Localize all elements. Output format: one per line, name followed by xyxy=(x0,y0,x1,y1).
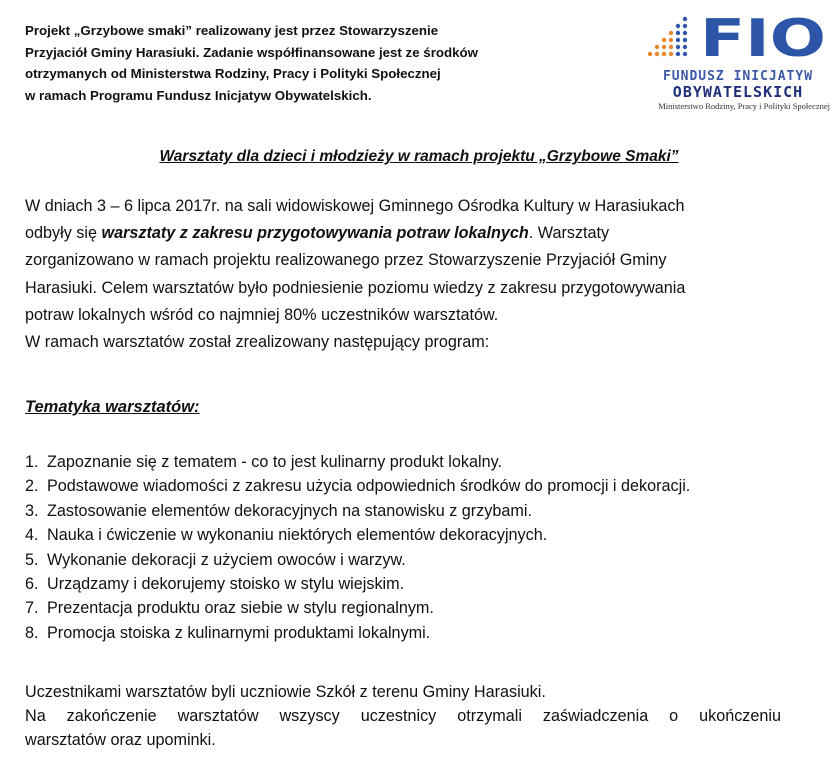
logo-fund-line1: FUNDUSZ INICJATYW xyxy=(662,69,814,84)
header-line: Projekt „Grzybowe smaki” realizowany jest przez Stowarzyszenie xyxy=(25,23,439,38)
header-line: otrzymanych od Ministerstwa Rodziny, Pracy i Polityki Społecznej xyxy=(25,66,441,81)
list-item: 6. Urządzamy i dekorujemy stoisko w stylu wiejskim. xyxy=(25,574,405,593)
logo-fund-line2: OBYWATELSKICH xyxy=(672,83,804,101)
header-line: w ramach Programu Fundusz Inicjatyw Obywatelskich. xyxy=(25,87,372,103)
header-line: Przyjaciół Gminy Harasiuki. Zadanie współfinansowane jest ze środków xyxy=(25,44,478,60)
intro-line: W ramach warsztatów został zrealizowany następujący program: xyxy=(25,333,490,352)
intro-line: potraw lokalnych wśród co najmniej 80% uczestników warsztatów. xyxy=(25,305,499,324)
intro-paragraph xyxy=(25,193,781,356)
intro-text: odbyły się xyxy=(25,224,102,243)
intro-text: . Warsztaty xyxy=(528,224,610,243)
list-item: 7. Prezentacja produktu oraz siebie w stylu regionalnym. xyxy=(25,599,434,618)
logo-fund-name xyxy=(646,70,830,100)
page-title: Warsztaty dla dzieci i młodzieży w ramach projektu „Grzybowe Smaki” xyxy=(159,148,679,165)
closing-line: Uczestnikami warsztatów byli uczniowie Szkół z terenu Gminy Harasiuki. xyxy=(25,683,546,701)
list-item: 3. Zastosowanie elementów dekoracyjnych na stanowisku z grzybami. xyxy=(25,501,532,520)
section-title: Tematyka warsztatów: xyxy=(25,398,200,416)
intro-emphasis: warsztaty z zakresu przygotowywania potraw lokalnych xyxy=(101,224,529,243)
list-item: 2. Podstawowe wiadomości z zakresu użycia odpowiednich środków do promocji i dekoracji. xyxy=(25,477,691,496)
list-item: 4. Nauka i ćwiczenie w wykonaniu niektórych elementów dekoracyjnych. xyxy=(25,526,548,545)
closing-paragraph xyxy=(25,680,781,752)
closing-line: warsztatów oraz upominki. xyxy=(25,731,216,749)
intro-line: W dniach 3 – 6 lipca 2017r. na sali widowiskowej Gminnego Ośrodka Kultury w Harasiukach xyxy=(25,197,685,215)
intro-line: Harasiuki. Celem warsztatów było podniesienie poziomu wiedzy z zakresu przygotowywania xyxy=(25,278,686,297)
topics-list xyxy=(25,450,690,645)
fio-logo-mark xyxy=(646,10,830,68)
list-item: 8. Promocja stoiska z kulinarnymi produktami lokalnymi. xyxy=(25,623,431,642)
list-item: 5. Wykonanie dekoracji z użyciem owoców i warzyw. xyxy=(25,550,406,569)
list-item: 1. Zapoznanie się z tematem - co to jest kulinarny produkt lokalny. xyxy=(25,453,502,471)
intro-line xyxy=(25,220,781,247)
closing-line: Na zakończenie warsztatów wszyscy uczestnicy otrzymali zaświadczenia o ukończeniu xyxy=(25,707,781,725)
intro-line: zorganizowano w ramach projektu realizowanego przez Stowarzyszenie Przyjaciół Gminy xyxy=(25,251,667,270)
logo-ministry: Ministerstwo Rodziny, Pracy i Polityki Społecznej xyxy=(658,101,830,111)
fio-logo xyxy=(646,10,830,122)
project-info-header xyxy=(25,20,585,106)
fio-logo-letters: FIO xyxy=(700,10,826,68)
